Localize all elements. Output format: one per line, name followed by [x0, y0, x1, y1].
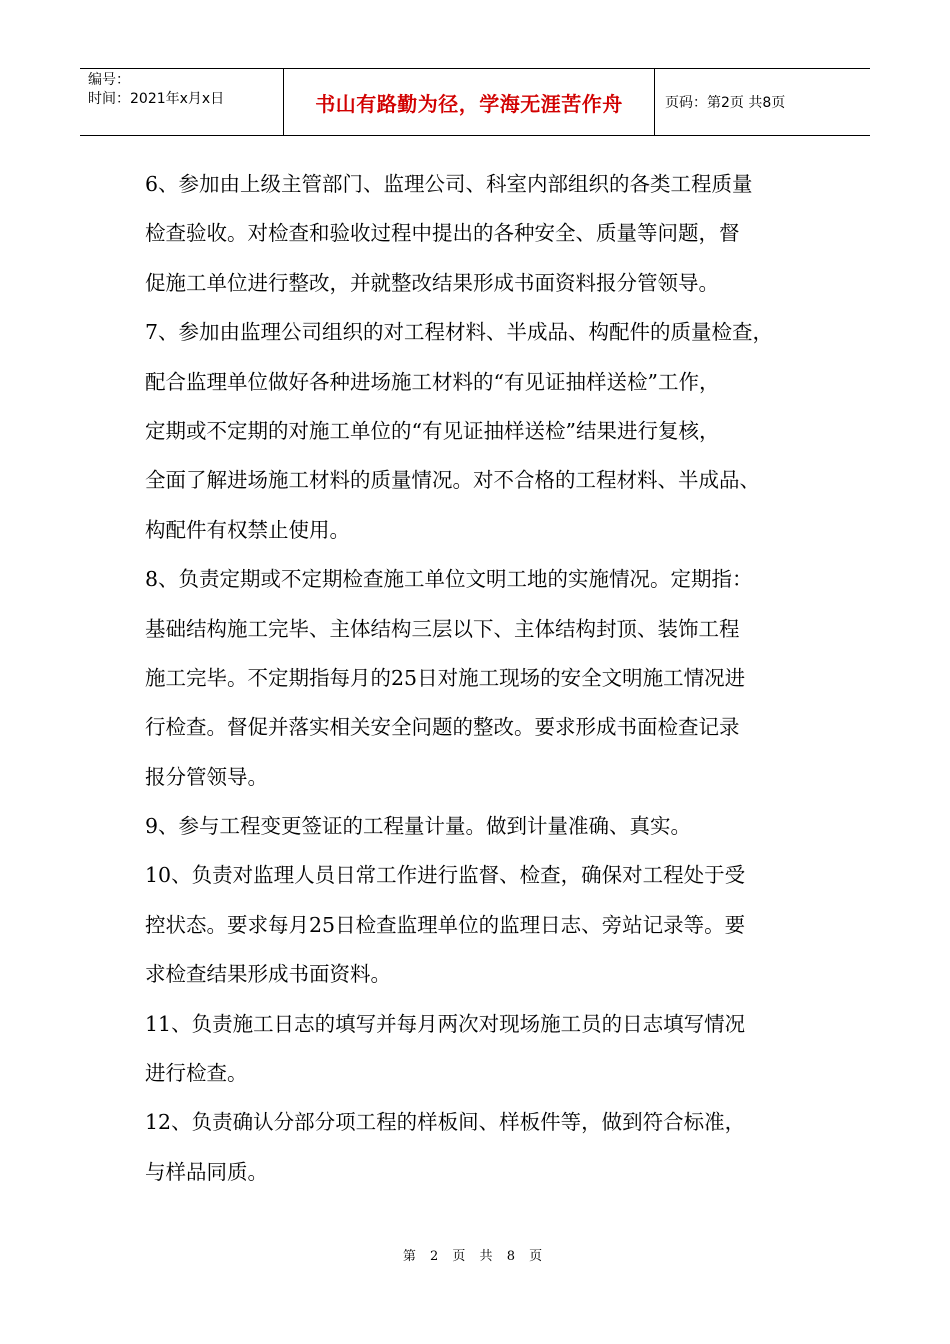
body-line: 6、参加由上级主管部门、监理公司、科室内部组织的各类工程质量 [145, 172, 753, 196]
body-line: 施工完毕。不定期指每月的25日对施工现场的安全文明施工情况进 [145, 665, 746, 690]
header-page-label: 页码：第2页 共8页 [665, 95, 786, 111]
body-line: 8、负责定期或不定期检查施工单位文明工地的实施情况。定期指： [145, 567, 753, 592]
document-number-label: 编号： [88, 72, 130, 88]
header-table [80, 68, 870, 136]
body-line: 促施工单位进行整改，并就整改结果形成书面资料报分管领导。 [145, 270, 719, 295]
header-motto: 书山有路勤为径，学海无涯苦作舟 [283, 69, 655, 135]
body-line: 求检查结果形成书面资料。 [145, 962, 391, 987]
document-date-label: 时间：2021年x月x日 [88, 91, 225, 107]
body-line: 11、负责施工日志的填写并每月两次对现场施工员的日志填写情况 [145, 1011, 746, 1036]
body-line: 进行检查。 [145, 1061, 248, 1086]
body-line: 定期或不定期的对施工单位的“有见证抽样送检”结果进行复核， [145, 418, 720, 443]
body-line: 报分管领导。 [145, 764, 268, 789]
body-line: 检查验收。对检查和验收过程中提出的各种安全、质量等问题，督 [145, 221, 740, 246]
body-line: 全面了解进场施工材料的质量情况。对不合格的工程材料、半成品、 [145, 468, 760, 493]
document-body [145, 160, 835, 1197]
body-line: 与样品同质。 [145, 1159, 268, 1184]
body-line: 配合监理单位做好各种进场施工材料的“有见证抽样送检”工作， [145, 369, 720, 394]
body-line: 7、参加由监理公司组织的对工程材料、半成品、构配件的质量检查， [145, 320, 774, 345]
body-line: 9、参与工程变更签证的工程量计量。做到计量准确、真实。 [145, 814, 692, 839]
page-footer: 第 2 页 共 8 页 [402, 1249, 548, 1264]
header-meta-cell [80, 69, 283, 135]
body-line: 控状态。要求每月25日检查监理单位的监理日志、旁站记录等。要 [145, 912, 746, 937]
body-line: 构配件有权禁止使用。 [145, 517, 350, 542]
body-line: 基础结构施工完毕、主体结构三层以下、主体结构封顶、装饰工程 [145, 616, 740, 641]
body-line: 10、负责对监理人员日常工作进行监督、检查，确保对工程处于受 [145, 863, 746, 888]
body-line: 行检查。督促并落实相关安全问题的整改。要求形成书面检查记录 [145, 715, 740, 740]
body-line: 12、负责确认分部分项工程的样板间、样板件等，做到符合标准， [145, 1110, 746, 1135]
